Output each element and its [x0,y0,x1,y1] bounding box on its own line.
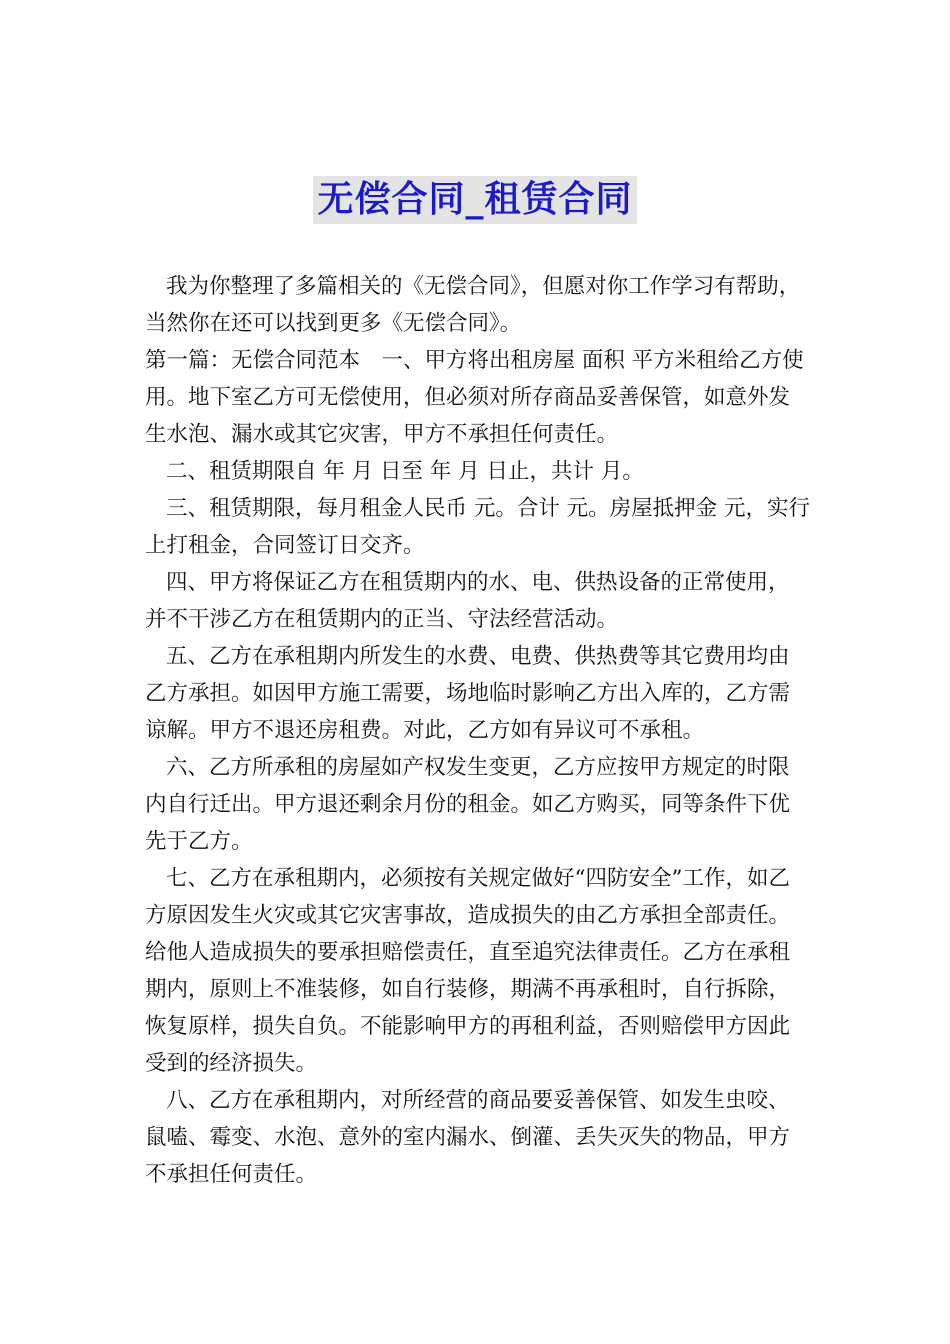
clause-2-paragraph: 二、租赁期限自 年 月 日至 年 月 日止，共计 月。 [166,459,644,484]
document-title: 无偿合同_租赁合同 [313,176,636,224]
clause-4-paragraph: 四、甲方将保证乙方在租赁期内的水、电、供热设备的正常使用，并不干涉乙方在租赁期内的正当、守法经营活动。 [145,570,790,632]
title-container [0,176,950,224]
document-body [145,268,810,1193]
clause-8-paragraph: 八、乙方在承租期内，对所经营的商品要妥善保管、如发生虫咬、鼠嗑、霉变、水泡、意外的室内漏水、倒灌、丢失灭失的物品，甲方不承担任何责任。 [145,1088,791,1187]
clause-6-paragraph: 六、乙方所承租的房屋如产权发生变更，乙方应按甲方规定的时限内自行迁出。甲方退还剩余月份的租金。如乙方购买，同等条件下优先于乙方。 [145,755,791,854]
intro-paragraph: 我为你整理了多篇相关的《无偿合同》，但愿对你工作学习有帮助，当然你在还可以找到更多《无偿合同》。 [145,274,801,336]
clause-7-paragraph: 七、乙方在承租期内，必须按有关规定做好“四防安全”工作，如乙方原因发生火灾或其它灾害事故，造成损失的由乙方承担全部责任。给他人造成损失的要承担赔偿责任，直至追究法律责任。乙方在承租期内，原则上不准装修，如自行装修，期满不再承租时，自行拆除，恢复原样，损失自负。不能影响甲方的再租利益，否则赔偿甲方因此受到的经济损失。 [145,866,791,1076]
clause-5-paragraph: 五、乙方在承租期内所发生的水费、电费、供热费等其它费用均由乙方承担。如因甲方施工需要，场地临时影响乙方出入库的，乙方需谅解。甲方不退还房租费。对此，乙方如有异议可不承租。 [145,644,791,743]
clause-1-paragraph: 第一篇：无偿合同范本 一、甲方将出租房屋 面积 平方米租给乙方使用。地下室乙方可无偿使用，但必须对所存商品妥善保管，如意外发生水泡、漏水或其它灾害，甲方不承担任何责任。 [145,348,804,447]
clause-3-paragraph: 三、租赁期限，每月租金人民币 元。合计 元。房屋抵押金 元，实行上打租金，合同签订日交齐。 [145,496,811,558]
